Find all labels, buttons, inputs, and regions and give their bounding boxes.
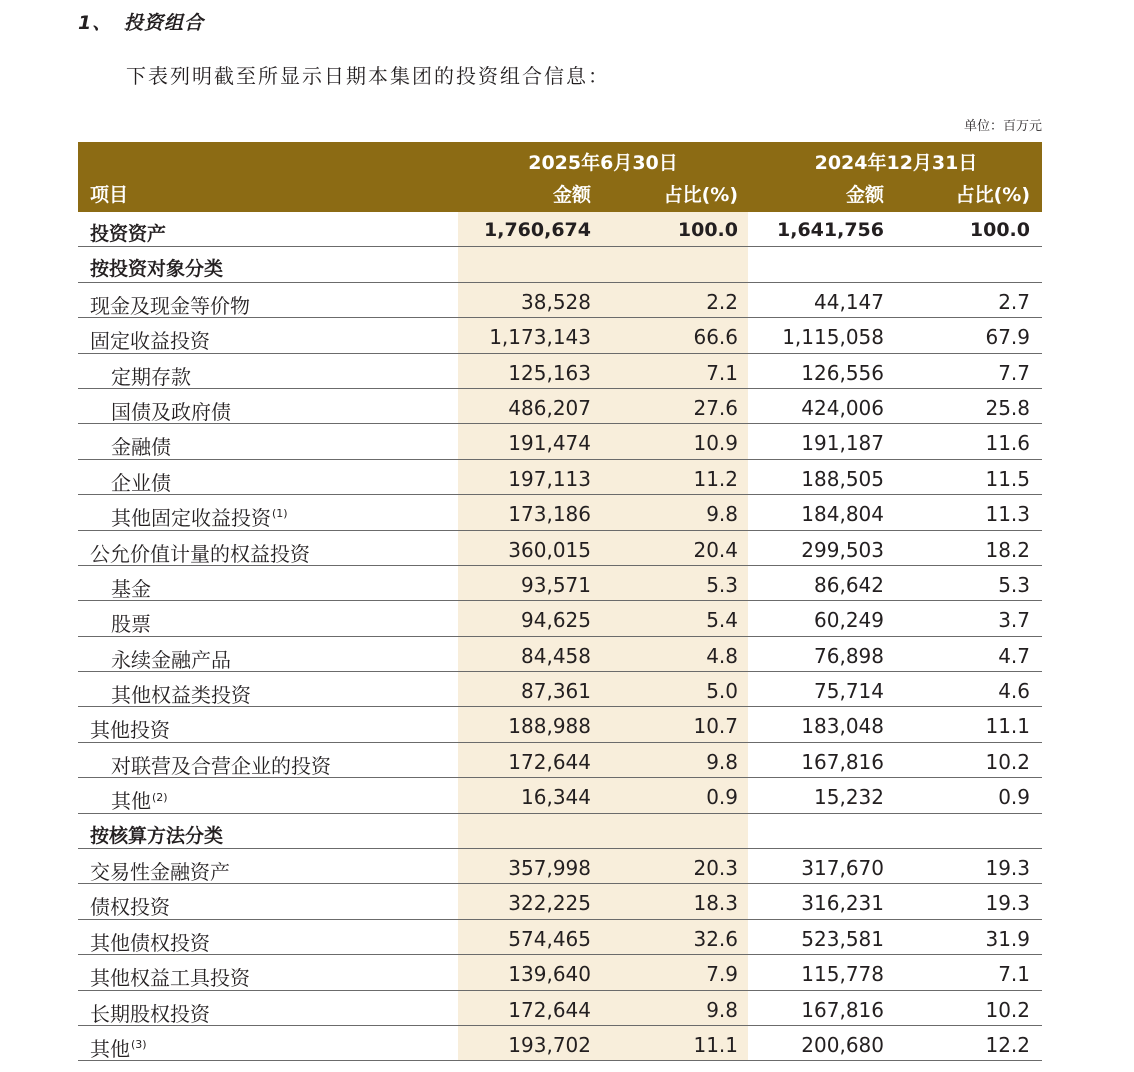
row-label-text: 按投资对象分类	[90, 258, 224, 281]
table-row	[78, 389, 1042, 424]
row-amount-2024: 317,670	[801, 856, 884, 881]
row-amount-2025: 94,625	[521, 608, 591, 633]
table-row	[78, 212, 1042, 247]
row-amount-2024: 1,641,756	[777, 219, 884, 241]
row-ratio-2024: 25.8	[985, 395, 1030, 420]
row-ratio-2024: 12.2	[985, 1032, 1030, 1057]
row-ratio-2025: 9.8	[706, 997, 738, 1022]
row-label-text: 金融债	[111, 435, 171, 460]
row-label-text: 债权投资	[90, 895, 170, 920]
row-amount-2025: 357,998	[508, 856, 591, 881]
row-label	[111, 502, 288, 531]
row-ratio-2025: 7.1	[706, 360, 738, 385]
row-ratio-2025: 5.0	[706, 679, 738, 704]
row-ratio-2024: 11.3	[985, 502, 1030, 527]
row-label	[90, 325, 210, 354]
table-header	[78, 142, 1042, 212]
row-label-text: 固定收益投资	[90, 329, 210, 354]
row-label-text: 交易性金融资产	[90, 860, 230, 885]
table-row	[78, 424, 1042, 459]
header-ratio-1: 占比(%)	[663, 184, 738, 206]
table-row	[78, 495, 1042, 530]
row-ratio-2024: 11.1	[985, 714, 1030, 739]
row-ratio-2024: 7.7	[998, 360, 1030, 385]
row-amount-2024: 60,249	[814, 608, 884, 633]
row-amount-2025: 193,702	[508, 1032, 591, 1057]
section-title: 投资组合	[124, 12, 205, 34]
section-number: 1、	[78, 12, 113, 34]
table-row	[78, 991, 1042, 1026]
table-body	[78, 212, 1042, 1061]
row-ratio-2025: 32.6	[693, 926, 738, 951]
row-label-text: 国债及政府债	[111, 399, 231, 424]
row-ratio-2024: 31.9	[985, 926, 1030, 951]
row-label	[90, 821, 223, 848]
unit-label: 单位：百万元	[963, 119, 1042, 134]
row-ratio-2025: 11.2	[693, 466, 738, 491]
row-ratio-2025: 0.9	[706, 785, 738, 810]
row-amount-2024: 191,187	[801, 431, 884, 456]
row-amount-2025: 139,640	[508, 962, 591, 987]
header-amount-1: 金额	[552, 184, 591, 206]
row-label	[90, 891, 170, 920]
row-amount-2025: 173,186	[508, 502, 591, 527]
row-amount-2025: 172,644	[508, 749, 591, 774]
row-label-text: 其他	[90, 1036, 130, 1061]
row-amount-2024: 424,006	[801, 395, 884, 420]
row-ratio-2025: 9.8	[706, 749, 738, 774]
row-label	[90, 998, 210, 1027]
row-label	[111, 467, 171, 496]
row-amount-2025: 125,163	[508, 360, 591, 385]
row-amount-2024: 86,642	[814, 572, 884, 597]
row-ratio-2025: 20.4	[693, 537, 738, 562]
row-label-text: 股票	[111, 612, 151, 637]
row-label	[111, 644, 231, 673]
row-ratio-2025: 10.9	[693, 431, 738, 456]
table-row	[78, 637, 1042, 672]
row-ratio-2025: 11.1	[693, 1032, 738, 1057]
table-row	[78, 531, 1042, 566]
section-heading	[78, 8, 204, 35]
table-row	[78, 460, 1042, 495]
row-amount-2024: 188,505	[801, 466, 884, 491]
row-ratio-2025: 100.0	[677, 219, 738, 241]
row-ratio-2024: 100.0	[969, 219, 1030, 241]
row-ratio-2025: 10.7	[693, 714, 738, 739]
row-amount-2024: 76,898	[814, 643, 884, 668]
row-ratio-2025: 4.8	[706, 643, 738, 668]
table-row	[78, 955, 1042, 990]
row-ratio-2025: 5.4	[706, 608, 738, 633]
table-row	[78, 566, 1042, 601]
table-row	[78, 743, 1042, 778]
row-label	[90, 714, 170, 743]
row-label-text: 其他债权投资	[90, 930, 210, 955]
row-amount-2025: 322,225	[508, 891, 591, 916]
row-label	[111, 361, 191, 390]
row-amount-2025: 191,474	[508, 431, 591, 456]
table-row	[78, 849, 1042, 884]
row-label-text: 投资资产	[90, 223, 167, 245]
row-label-text: 对联营及合营企业的投资	[111, 753, 331, 778]
row-ratio-2025: 66.6	[693, 325, 738, 350]
row-label	[90, 927, 210, 956]
header-item: 项目	[90, 184, 129, 206]
row-label	[90, 219, 166, 246]
row-label	[111, 573, 151, 602]
footnote-marker: (2)	[152, 790, 168, 804]
row-ratio-2024: 2.7	[998, 289, 1030, 314]
row-amount-2025: 197,113	[508, 466, 591, 491]
row-amount-2025: 1,760,674	[484, 219, 591, 241]
row-label-text: 定期存款	[111, 364, 191, 389]
row-ratio-2024: 19.3	[985, 891, 1030, 916]
row-label-text: 其他投资	[90, 718, 170, 743]
row-amount-2024: 184,804	[801, 502, 884, 527]
row-ratio-2024: 11.6	[985, 431, 1030, 456]
row-ratio-2024: 10.2	[985, 749, 1030, 774]
header-row-columns	[78, 177, 1042, 212]
table-row	[78, 318, 1042, 353]
table-row	[78, 1026, 1042, 1061]
row-label	[90, 1033, 147, 1062]
portfolio-table	[78, 142, 1042, 1061]
row-label-text: 永续金融产品	[111, 647, 231, 672]
table-row	[78, 601, 1042, 636]
row-label	[90, 962, 250, 991]
row-amount-2025: 93,571	[521, 572, 591, 597]
table-row	[78, 283, 1042, 318]
row-amount-2025: 84,458	[521, 643, 591, 668]
row-amount-2025: 1,173,143	[489, 325, 591, 350]
row-amount-2024: 299,503	[801, 537, 884, 562]
row-amount-2024: 15,232	[814, 785, 884, 810]
row-label-text: 按核算方法分类	[90, 824, 224, 847]
row-amount-2024: 167,816	[801, 997, 884, 1022]
row-amount-2025: 574,465	[508, 926, 591, 951]
row-label-text: 其他权益工具投资	[90, 966, 250, 991]
header-row-periods	[78, 142, 1042, 177]
row-ratio-2024: 3.7	[998, 608, 1030, 633]
row-ratio-2024: 7.1	[998, 962, 1030, 987]
row-ratio-2024: 18.2	[985, 537, 1030, 562]
table-row	[78, 672, 1042, 707]
row-label	[90, 254, 223, 281]
row-ratio-2025: 7.9	[706, 962, 738, 987]
row-amount-2024: 523,581	[801, 926, 884, 951]
row-amount-2025: 486,207	[508, 395, 591, 420]
row-label	[90, 856, 230, 885]
table-row	[78, 778, 1042, 813]
header-period-1: 2025年6月30日	[528, 152, 678, 174]
row-label-text: 其他权益类投资	[111, 683, 251, 708]
row-ratio-2025: 5.3	[706, 572, 738, 597]
row-amount-2024: 44,147	[814, 289, 884, 314]
row-label-text: 其他固定收益投资	[111, 506, 271, 531]
row-label	[111, 679, 251, 708]
header-amount-2: 金额	[845, 184, 884, 206]
row-amount-2024: 200,680	[801, 1032, 884, 1057]
header-ratio-2: 占比(%)	[955, 184, 1030, 206]
row-ratio-2025: 9.8	[706, 502, 738, 527]
row-label-text: 公允价值计量的权益投资	[90, 541, 310, 566]
row-ratio-2025: 18.3	[693, 891, 738, 916]
row-ratio-2024: 5.3	[998, 572, 1030, 597]
table-row	[78, 814, 1042, 849]
intro-text: 下表列明截至所显示日期本集团的投资组合信息：	[126, 64, 610, 88]
row-label	[111, 431, 171, 460]
row-amount-2025: 188,988	[508, 714, 591, 739]
row-ratio-2024: 0.9	[998, 785, 1030, 810]
row-ratio-2024: 4.6	[998, 679, 1030, 704]
row-amount-2025: 16,344	[521, 785, 591, 810]
row-amount-2025: 87,361	[521, 679, 591, 704]
table-row	[78, 354, 1042, 389]
row-ratio-2024: 4.7	[998, 643, 1030, 668]
row-label-text: 长期股权投资	[90, 1001, 210, 1026]
row-amount-2024: 183,048	[801, 714, 884, 739]
row-ratio-2025: 2.2	[706, 289, 738, 314]
row-amount-2024: 316,231	[801, 891, 884, 916]
row-ratio-2024: 67.9	[985, 325, 1030, 350]
header-period-2: 2024年12月31日	[814, 152, 978, 174]
row-amount-2024: 115,778	[801, 962, 884, 987]
row-label	[111, 396, 231, 425]
row-ratio-2025: 27.6	[693, 395, 738, 420]
footnote-marker: (3)	[131, 1038, 147, 1052]
row-amount-2025: 360,015	[508, 537, 591, 562]
row-label	[90, 290, 250, 319]
row-label	[90, 538, 310, 567]
row-ratio-2024: 19.3	[985, 856, 1030, 881]
table-row	[78, 884, 1042, 919]
row-label-text: 基金	[111, 576, 151, 601]
row-amount-2025: 172,644	[508, 997, 591, 1022]
row-label-text: 现金及现金等价物	[90, 293, 250, 318]
row-ratio-2025: 20.3	[693, 856, 738, 881]
row-amount-2024: 75,714	[814, 679, 884, 704]
row-ratio-2024: 10.2	[985, 997, 1030, 1022]
row-label-text: 企业债	[111, 470, 171, 495]
table-row	[78, 707, 1042, 742]
row-amount-2024: 1,115,058	[782, 325, 884, 350]
table-row	[78, 247, 1042, 282]
row-ratio-2024: 11.5	[985, 466, 1030, 491]
row-label	[111, 608, 151, 637]
row-label-text: 其他	[111, 789, 151, 814]
row-amount-2024: 126,556	[801, 360, 884, 385]
row-amount-2024: 167,816	[801, 749, 884, 774]
row-label	[111, 750, 331, 779]
footnote-marker: (1)	[272, 507, 288, 521]
row-amount-2025: 38,528	[521, 289, 591, 314]
table-row	[78, 920, 1042, 955]
row-label	[111, 785, 168, 814]
